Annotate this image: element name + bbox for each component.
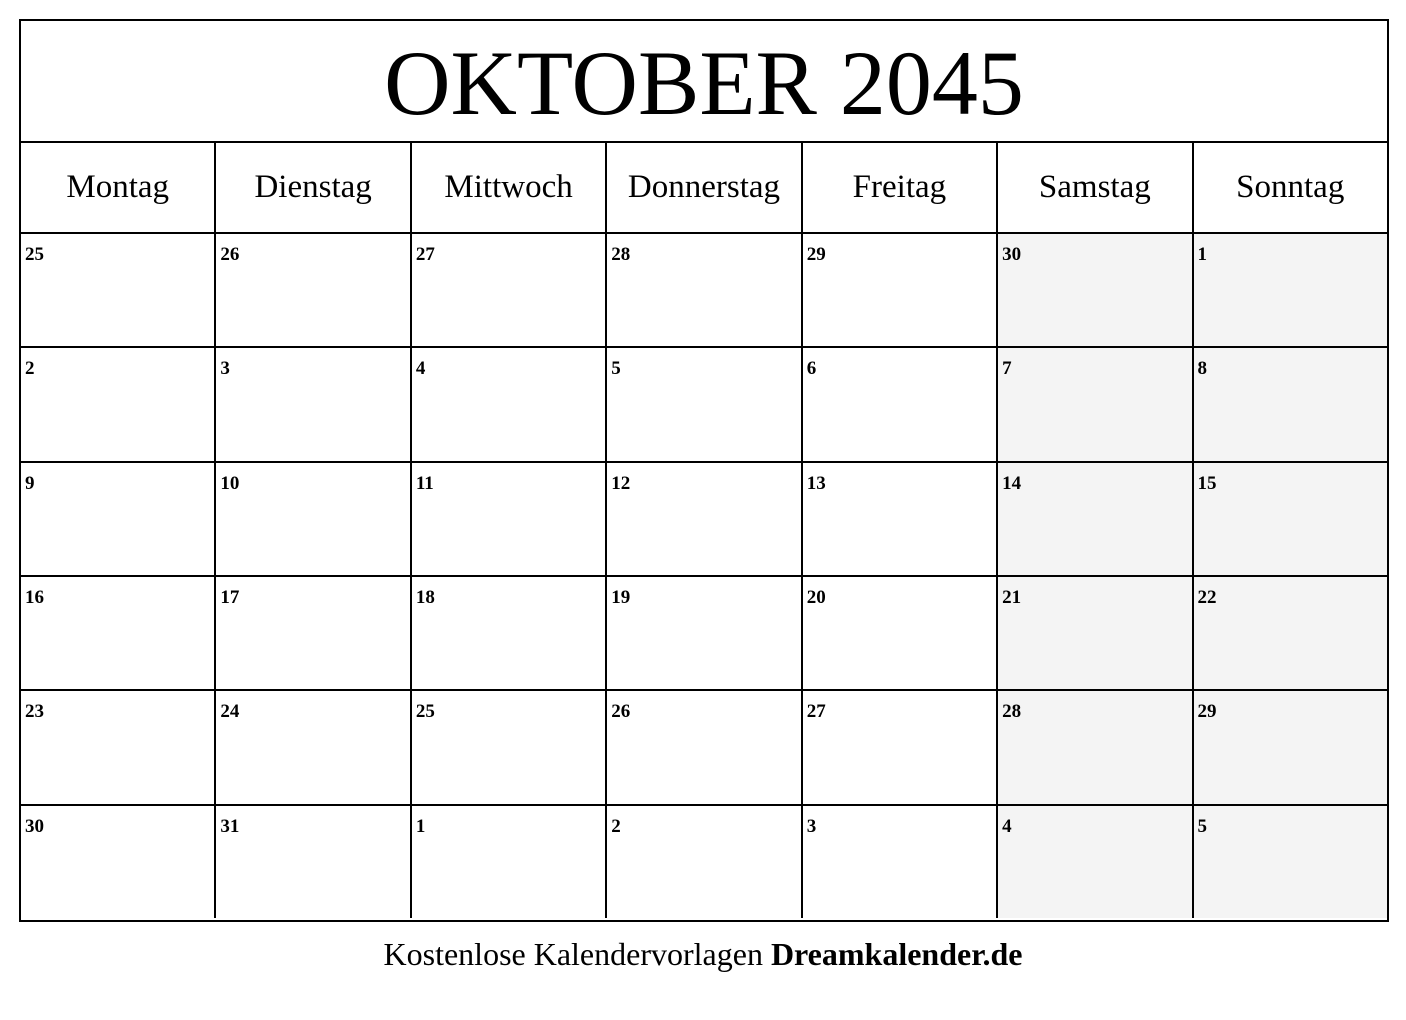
day-number: 30 [25,815,44,837]
weekday-saturday: Samstag [998,143,1193,232]
day-cell [216,691,411,803]
week-row [21,234,1387,348]
day-number: 23 [25,701,44,723]
footer-brand: Dreamkalender.de [770,936,1023,972]
day-number: 22 [1197,586,1217,608]
day-cell [412,577,607,689]
day-number: 21 [1002,586,1022,608]
day-cell [998,691,1193,803]
calendar-title: OKTOBER 2045 [384,32,1024,134]
day-cell [803,348,998,460]
day-cell [216,234,411,346]
day-cell [216,348,411,460]
day-cell [412,463,607,575]
day-cell [1194,234,1387,346]
day-cell [21,348,216,460]
day-cell [998,806,1193,918]
day-number: 15 [1197,472,1217,494]
weekday-wednesday: Mittwoch [412,143,607,232]
day-number: 5 [1197,815,1208,837]
title-row [21,21,1387,143]
day-cell [412,691,607,803]
day-number: 18 [415,586,435,608]
day-cell [803,577,998,689]
week-row [21,463,1387,577]
weekday-sunday: Sonntag [1236,169,1345,205]
day-cell [412,806,607,918]
week-row [21,806,1387,918]
day-cell [607,234,802,346]
day-number: 4 [415,358,426,380]
day-number: 14 [1002,472,1022,494]
day-cell [216,577,411,689]
day-number: 16 [25,586,44,608]
day-number: 2 [611,815,621,837]
weekday-tuesday: Dienstag [216,143,411,232]
day-cell [998,234,1193,346]
day-cell [1194,463,1387,575]
day-number: 28 [611,244,631,265]
day-cell [998,463,1193,575]
day-cell [21,806,216,918]
day-cell [21,234,216,346]
day-cell [216,463,411,575]
day-cell [607,691,802,803]
weekday-friday: Freitag [803,143,998,232]
day-number: 26 [220,244,240,265]
day-number: 27 [415,244,435,265]
weekday-monday: Montag [21,143,216,232]
day-cell [412,348,607,460]
day-cell [216,806,411,918]
day-cell [607,577,802,689]
day-number: 26 [611,701,631,723]
day-cell [21,463,216,575]
day-number: 20 [806,586,826,608]
day-number: 25 [415,701,435,723]
day-number: 12 [611,472,631,494]
day-number: 8 [1197,358,1208,380]
day-number: 11 [415,472,434,494]
footer-text: Kostenlose Kalendervorlagen [383,936,763,972]
day-number: 5 [611,358,621,380]
day-number: 25 [25,244,44,265]
day-cell [1194,691,1387,803]
day-cell [1194,348,1387,460]
day-number: 3 [220,358,230,380]
day-number: 4 [1002,815,1012,837]
day-number: 2 [25,358,35,380]
day-number: 7 [1002,358,1012,380]
day-number: 24 [220,701,240,723]
week-row [21,691,1387,805]
day-cell [803,463,998,575]
day-number: 13 [806,472,826,494]
footer [0,936,1406,973]
day-cell [412,234,607,346]
day-cell [803,806,998,918]
day-cell [607,806,802,918]
week-row [21,577,1387,691]
day-cell [803,234,998,346]
day-number: 17 [220,586,240,608]
day-cell [803,691,998,803]
day-number: 28 [1002,701,1022,723]
day-number: 29 [1197,701,1217,723]
day-number: 31 [220,815,240,837]
day-cell [607,463,802,575]
day-cell [607,348,802,460]
day-number: 19 [611,586,631,608]
weekday-header-row [21,143,1387,234]
day-number: 9 [25,472,35,494]
week-row [21,348,1387,462]
day-number: 1 [1197,244,1208,265]
day-cell [1194,806,1387,918]
day-cell [21,691,216,803]
day-number: 1 [415,815,426,837]
weekday-thursday: Donnerstag [607,143,802,232]
calendar-grid [21,234,1387,918]
day-cell [998,577,1193,689]
day-number: 29 [806,244,826,265]
day-number: 6 [806,358,817,380]
day-cell [21,577,216,689]
calendar [19,19,1389,922]
day-cell [998,348,1193,460]
day-number: 30 [1002,244,1022,265]
day-number: 3 [806,815,817,837]
day-number: 27 [806,701,826,723]
day-number: 10 [220,472,240,494]
day-cell [1194,577,1387,689]
